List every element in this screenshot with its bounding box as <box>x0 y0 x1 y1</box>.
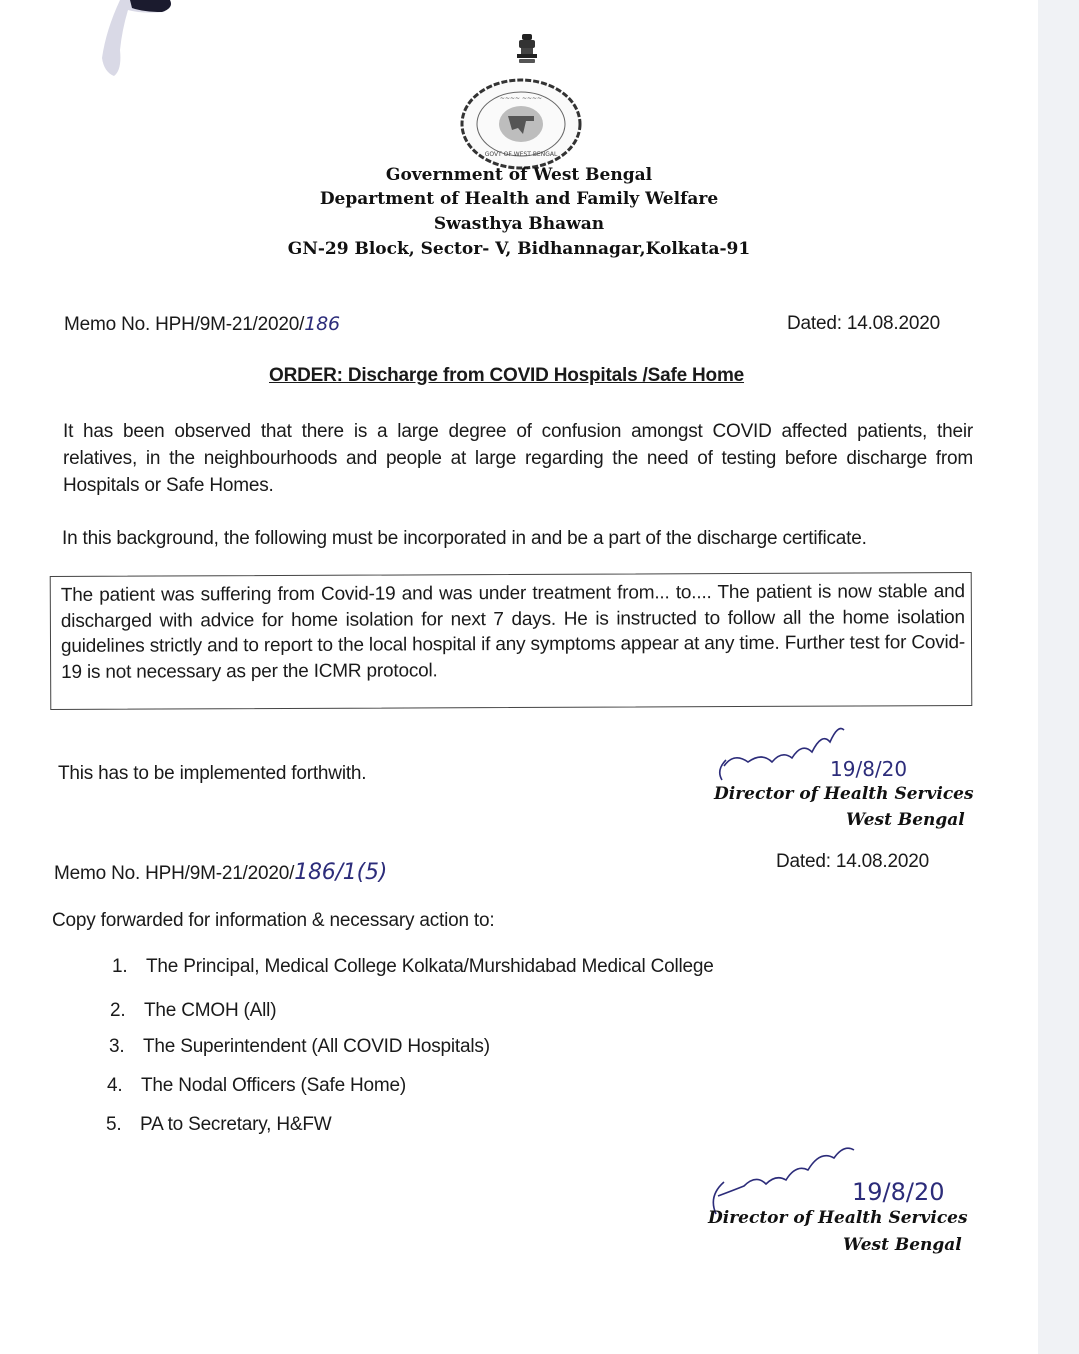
signature-1-date: 19/8/20 <box>830 757 908 781</box>
distribution-list-item: 3. The Superintendent (All COVID Hospitals) <box>109 1036 490 1057</box>
signature-1-region: West Bengal <box>846 810 965 830</box>
distribution-list-item: 2. The CMOH (All) <box>110 1000 277 1021</box>
memo-number <box>64 313 340 336</box>
implementation-note: This has to be implemented forthwith. <box>58 763 367 784</box>
svg-text:GOVT OF WEST BENGAL: GOVT OF WEST BENGAL <box>484 151 558 158</box>
discharge-certificate-text: The patient was suffering from Covid-19 and was under treatment from... to.... The patient is now stable and discharged with advice for home isolation for next 7 days. He is instructed to follow all the home isolation guidelines strictly and to report to the local hospital if any symptoms appear at any time. Further test for Covid-19 is not necessary as per the ICMR protocol. <box>60 581 966 683</box>
header-address: GN-29 Block, Sector- V, Bidhannagar,Kolkata-91 <box>287 239 751 259</box>
memo-copy-handwritten-number: 186/1(5) <box>294 860 388 885</box>
svg-text:~~~~ ~~~~: ~~~~ ~~~~ <box>499 95 543 102</box>
national-emblem-icon <box>512 32 542 66</box>
signature-2-region: West Bengal <box>843 1235 962 1255</box>
paragraph-background: In this background, the following must be incorporated in and be a part of the discharge certificate. <box>62 528 867 549</box>
paragraph-observation: It has been observed that there is a large degree of confusion amongst COVID affected patients, their relatives, in the neighbourhoods and people at large regarding the need of testing before discharge from Hospitals or Safe Homes. <box>63 421 973 496</box>
header-building: Swasthya Bhawan <box>433 214 605 234</box>
header-department: Department of Health and Family Welfare <box>319 189 719 209</box>
signature-2-date: 19/8/20 <box>852 1178 945 1206</box>
scan-smudge-mark <box>92 0 182 80</box>
memo-number-copy <box>54 860 387 885</box>
memo-copy-date: Dated: 14.08.2020 <box>776 851 929 872</box>
signature-1-title: Director of Health Services <box>714 784 974 804</box>
distribution-list-item: 1. The Principal, Medical College Kolkata/Murshidabad Medical College <box>112 956 714 977</box>
west-bengal-government-seal-icon <box>460 78 582 170</box>
discharge-certificate-box <box>50 572 973 710</box>
memo-handwritten-number: 186 <box>304 313 340 335</box>
distribution-list-item: 5. PA to Secretary, H&FW <box>106 1114 332 1135</box>
header-government: Government of West Bengal <box>385 165 653 185</box>
copy-forwarded-heading: Copy forwarded for information & necessary action to: <box>52 910 495 931</box>
signature-1 <box>712 722 962 782</box>
viewer-background-strip <box>1038 0 1079 1354</box>
memo-copy-prefix: Memo No. HPH/9M-21/2020/ <box>54 863 295 884</box>
memo-date: Dated: 14.08.2020 <box>787 313 940 334</box>
order-title: ORDER: Discharge from COVID Hospitals /Safe Home <box>269 365 745 386</box>
memo-number-prefix: Memo No. HPH/9M-21/2020/ <box>64 314 305 335</box>
signature-2-title: Director of Health Services <box>708 1208 968 1228</box>
distribution-list-item: 4. The Nodal Officers (Safe Home) <box>107 1075 407 1096</box>
